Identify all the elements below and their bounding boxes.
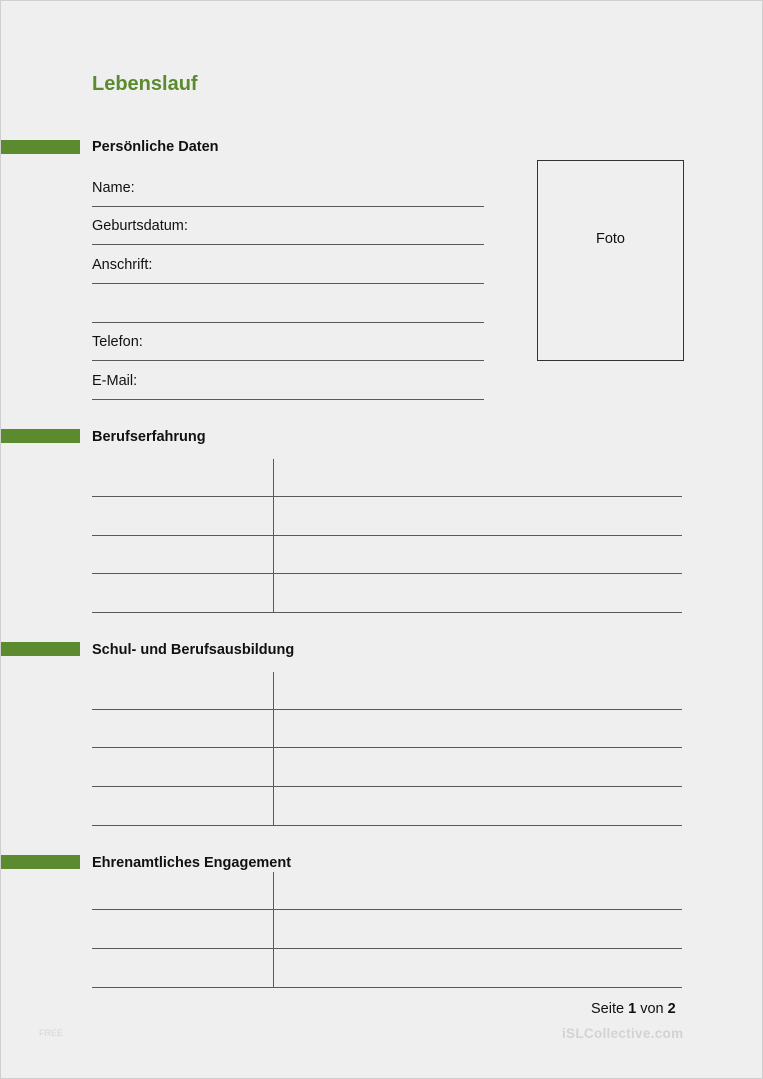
page-number-prefix: Seite bbox=[591, 1001, 629, 1017]
experience-row-line[interactable] bbox=[92, 573, 682, 574]
volunteer-column-divider bbox=[273, 872, 274, 987]
photo-label: Foto bbox=[595, 231, 625, 247]
watermark-logo: iSLCollective.com bbox=[562, 1026, 684, 1041]
document-title: Lebenslauf bbox=[92, 73, 198, 95]
volunteer-row-line[interactable] bbox=[92, 987, 682, 988]
section-heading-personal: Persönliche Daten bbox=[92, 139, 219, 155]
education-row-line[interactable] bbox=[92, 747, 682, 748]
volunteer-row-line[interactable] bbox=[92, 948, 682, 949]
section-marker-education bbox=[1, 642, 80, 656]
page-number-mid: von bbox=[636, 1001, 668, 1017]
field-line-name[interactable] bbox=[92, 206, 484, 207]
education-row-line[interactable] bbox=[92, 709, 682, 710]
watermark-left: FREE bbox=[39, 1028, 64, 1038]
field-line-birthdate[interactable] bbox=[92, 244, 484, 245]
education-row-line[interactable] bbox=[92, 825, 682, 826]
experience-row-line[interactable] bbox=[92, 535, 682, 536]
section-marker-experience bbox=[1, 429, 80, 443]
section-heading-volunteer: Ehrenamtliches Engagement bbox=[92, 855, 292, 871]
page-number bbox=[591, 1001, 676, 1017]
photo-placeholder[interactable] bbox=[537, 160, 684, 361]
education-column-divider bbox=[273, 672, 274, 825]
field-line-phone[interactable] bbox=[92, 360, 484, 361]
page-number-current: 1 bbox=[628, 1001, 637, 1017]
field-line-address-2[interactable] bbox=[92, 322, 484, 323]
field-label-phone: Telefon: bbox=[92, 334, 143, 350]
education-row-line[interactable] bbox=[92, 786, 682, 787]
section-heading-education: Schul- und Berufsausbildung bbox=[92, 642, 295, 658]
page-number-total: 2 bbox=[667, 1001, 676, 1017]
field-label-birthdate: Geburtsdatum: bbox=[92, 218, 188, 234]
field-label-email: E-Mail: bbox=[92, 373, 138, 389]
section-marker-volunteer bbox=[1, 855, 80, 869]
field-label-address: Anschrift: bbox=[92, 257, 153, 273]
section-marker-personal bbox=[1, 140, 80, 154]
field-line-address[interactable] bbox=[92, 283, 484, 284]
experience-row-line[interactable] bbox=[92, 496, 682, 497]
experience-row-line[interactable] bbox=[92, 612, 682, 613]
field-line-email[interactable] bbox=[92, 399, 484, 400]
field-label-name: Name: bbox=[92, 180, 135, 196]
section-heading-experience: Berufserfahrung bbox=[92, 429, 206, 445]
volunteer-row-line[interactable] bbox=[92, 909, 682, 910]
